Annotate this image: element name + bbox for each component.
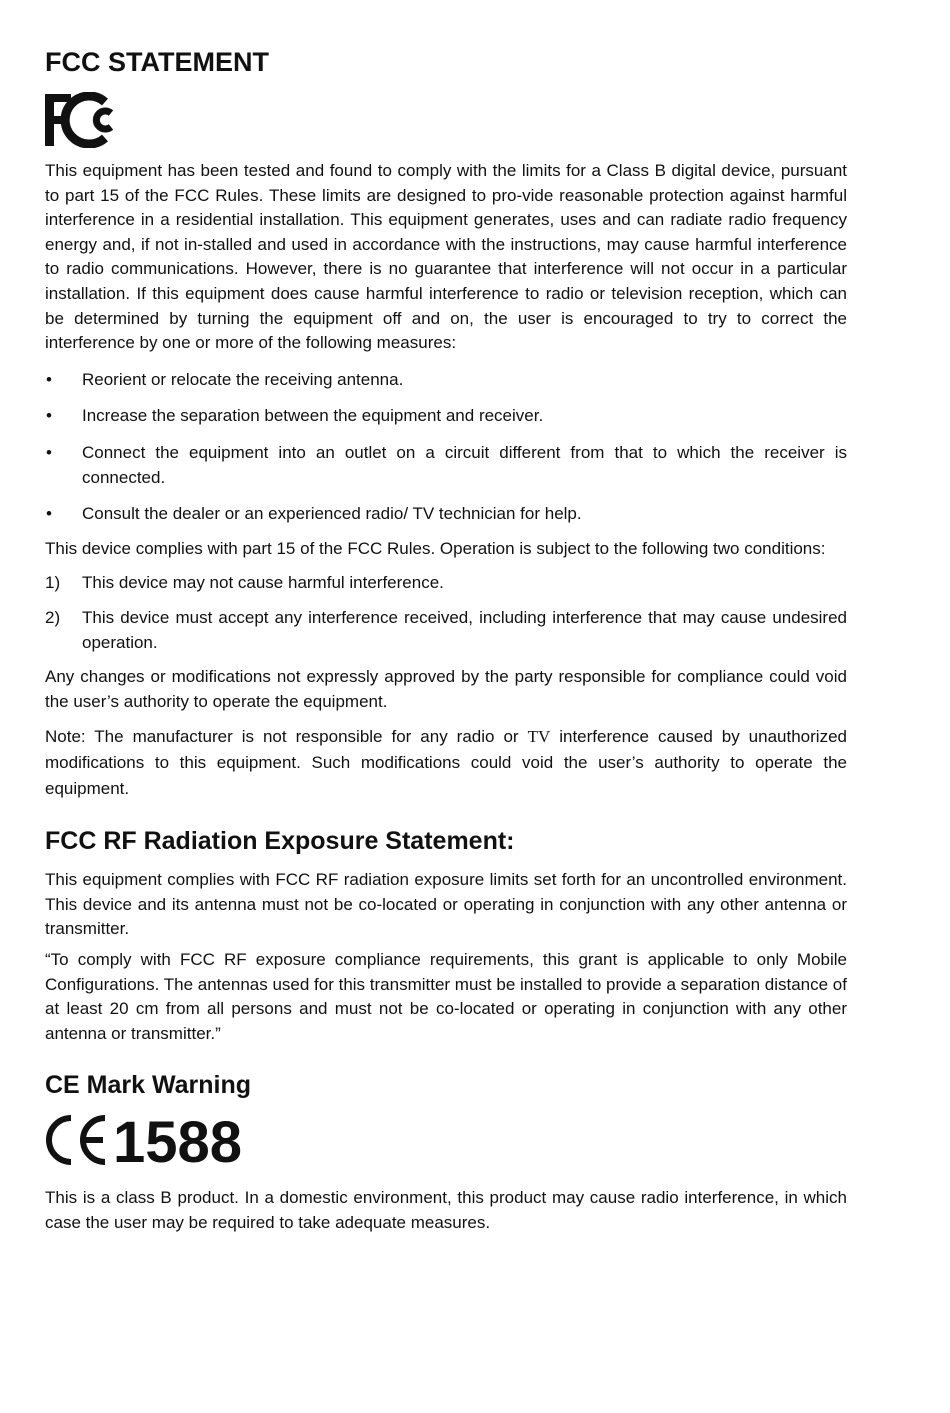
rf-paragraph-1: This equipment complies with FCC RF radiation exposure limits set forth for an uncontrolled environment. This device and its antenna must not be co-located or operating in conjunction with any other antenna or transmitter. xyxy=(45,870,847,939)
fcc-note-paragraph xyxy=(45,724,847,802)
ce-mark-icon xyxy=(45,1112,257,1168)
list-item xyxy=(45,368,847,393)
bullet-marker: • xyxy=(46,442,52,462)
list-number: 1) xyxy=(45,573,61,593)
list-item xyxy=(45,441,847,490)
list-item-text: This device must accept any interference received, including interference that may cause undesired operation. xyxy=(82,607,847,652)
list-item-text: Reorient or relocate the receiving antenna. xyxy=(82,369,404,389)
note-tv-text: TV xyxy=(527,727,551,747)
note-text-start: Note: The manufacturer is not responsible for any radio or xyxy=(45,727,528,747)
list-item xyxy=(45,404,847,429)
list-item xyxy=(45,606,847,655)
list-item-text: Increase the separation between the equipment and receiver. xyxy=(82,406,544,426)
list-item-text: Connect the equipment into an outlet on a circuit different from that to which the receiver is connected. xyxy=(82,442,847,487)
list-item xyxy=(45,502,847,527)
ce-warning-title: CE Mark Warning xyxy=(45,1071,252,1100)
rf-paragraph-2: “To comply with FCC RF exposure compliance requirements, this grant is applicable to only Mobile Configurations. The antennas used for this transmitter must be installed to provide a separation distance of at least 20 cm from all persons and must not be co-located or operating in conjunction with any other antenna or transmitter.” xyxy=(45,950,847,1043)
note-text-end: interference caused by unauthorized modifications to this equipment. Such modifications could void the user’s authority to operate the equipment. xyxy=(45,727,847,799)
bullet-marker: • xyxy=(46,369,52,389)
bullet-marker: • xyxy=(46,504,52,524)
rf-exposure-title: FCC RF Radiation Exposure Statement: xyxy=(45,827,515,856)
fcc-statement-title: FCC STATEMENT xyxy=(45,47,269,77)
list-item xyxy=(45,571,847,596)
fcc-measures-list xyxy=(45,368,847,527)
list-number: 2) xyxy=(45,607,61,627)
list-item-text: This device may not cause harmful interference. xyxy=(82,573,444,593)
bullet-marker: • xyxy=(46,406,52,426)
ce-notified-body-number: 1588 xyxy=(113,1112,243,1169)
list-item-text: Consult the dealer or an experienced radio/ TV technician for help. xyxy=(82,504,582,524)
fcc-logo-icon xyxy=(45,92,119,148)
document-page xyxy=(45,44,847,1236)
ce-paragraph: This is a class B product. In a domestic environment, this product may cause radio interference, in which case the user may be required to take adequate measures. xyxy=(45,1188,847,1233)
fcc-compliance-paragraph: This device complies with part 15 of the FCC Rules. Operation is subject to the following two conditions: xyxy=(45,538,826,558)
fcc-conditions-list xyxy=(45,571,847,655)
fcc-changes-paragraph: Any changes or modifications not expressly approved by the party responsible for compliance could void the user’s authority to operate the equipment. xyxy=(45,667,847,711)
fcc-intro-paragraph: This equipment has been tested and found to comply with the limits for a Class B digital device, pursuant to part 15 of the FCC Rules. These limits are designed to pro-vide reasonable protection against harmful interference in a residential installation. This equipment generates, uses and can radiate radio frequency energy and, if not in-stalled and used in accordance with the instructions, may cause harmful interference to radio communications. However, there is no guarantee that interference will not occur in a particular installation. If this equipment does cause harmful interference to radio or television reception, which can be determined by turning the equipment off and on, the user is encouraged to try to correct the interference by one or more of the following measures: xyxy=(45,161,847,353)
